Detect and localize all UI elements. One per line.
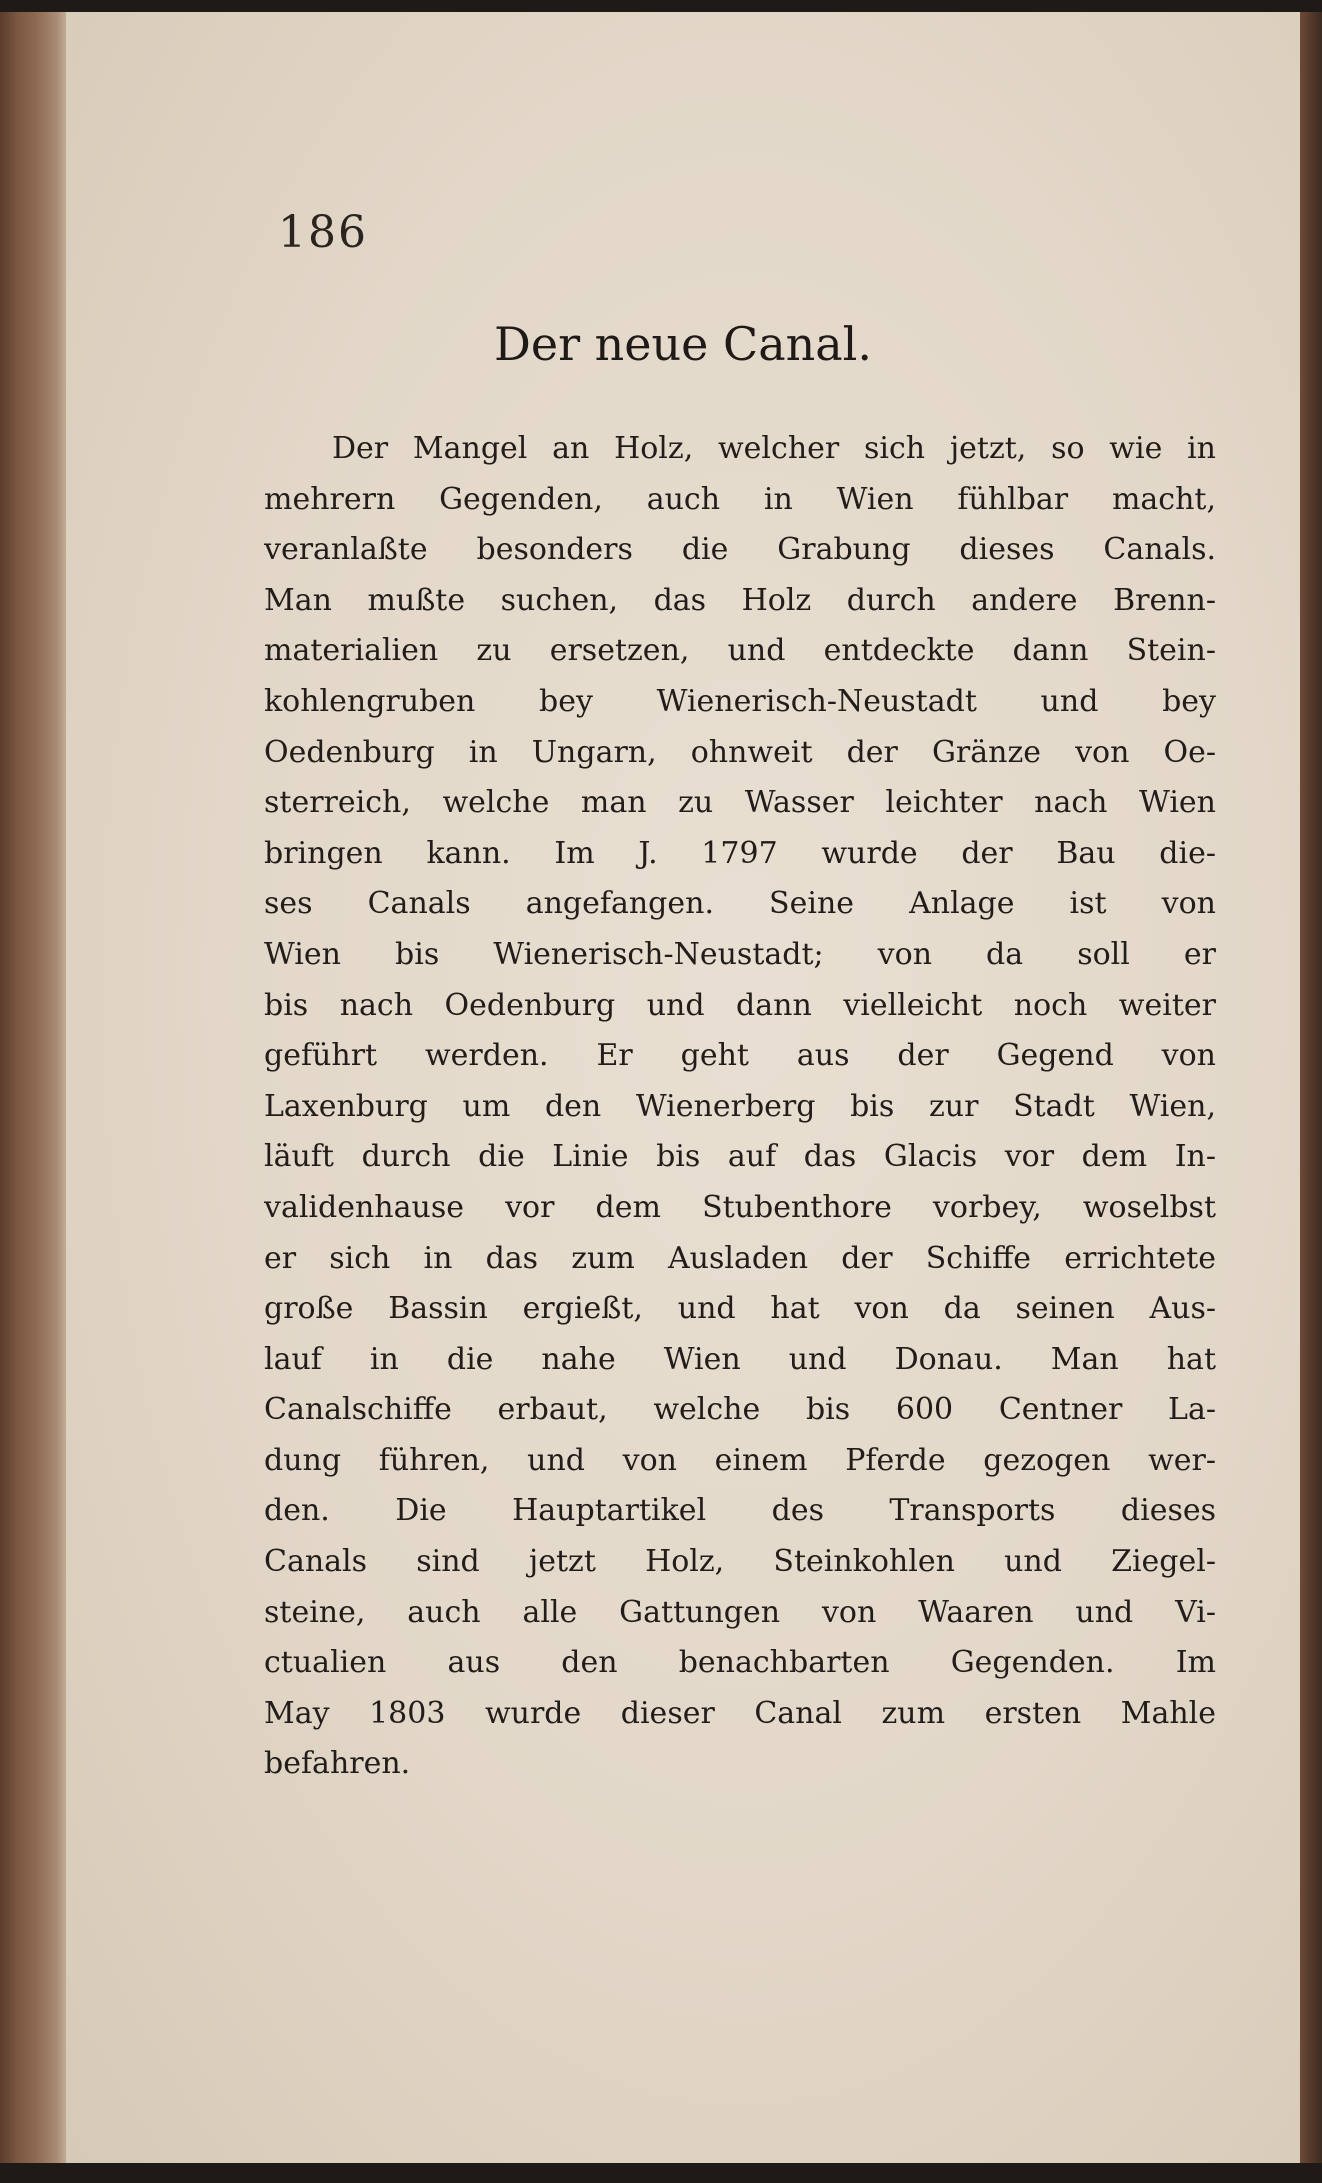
text-line: Der Mangel an Holz, welcher sich jetzt, so wie in: [332, 431, 1216, 466]
text-line: materialien zu ersetzen, und entdeckte dann Stein-: [264, 633, 1216, 669]
text-line: ses Canals angefangen. Seine Anlage ist von: [264, 886, 1216, 922]
text-line: bis nach Oedenburg und dann vielleicht noch weiter: [264, 987, 1216, 1023]
page-number: 186: [278, 207, 368, 258]
scan-edge-top: [0, 0, 1322, 12]
text-line: May 1803 wurde dieser Canal zum ersten Mahle: [264, 1695, 1216, 1731]
chapter-title: Der neue Canal.: [493, 317, 873, 371]
text-line: läuft durch die Linie bis auf das Glacis vor dem In-: [264, 1139, 1216, 1175]
text-line: steine, auch alle Gattungen von Waaren und Vi-: [264, 1594, 1216, 1630]
scan-edge-bottom: [0, 2163, 1322, 2183]
text-line: Oedenburg in Ungarn, ohnweit der Gränze von Oe-: [264, 734, 1216, 770]
text-line: befahren.: [264, 1746, 411, 1782]
text-line: lauf in die nahe Wien und Donau. Man hat: [264, 1341, 1216, 1377]
text-line: Canalschiffe erbaut, welche bis 600 Centner La-: [264, 1392, 1216, 1428]
book-spine-left: [0, 12, 66, 2163]
text-line: dung führen, und von einem Pferde gezogen wer-: [264, 1442, 1216, 1478]
text-line: bringen kann. Im J. 1797 wurde der Bau die-: [264, 835, 1216, 871]
text-line: kohlengruben bey Wienerisch-Neustadt und bey: [264, 683, 1216, 719]
text-line: validenhause vor dem Stubenthore vorbey, woselbst: [264, 1189, 1216, 1225]
text-line: ctualien aus den benachbarten Gegenden. Im: [264, 1645, 1216, 1681]
text-line: geführt werden. Er geht aus der Gegend von: [264, 1038, 1216, 1074]
text-line: er sich in das zum Ausladen der Schiffe errichtete: [264, 1240, 1216, 1276]
text-line: den. Die Hauptartikel des Transports dieses: [264, 1493, 1216, 1529]
book-edge-right: [1300, 12, 1322, 2163]
text-line: große Bassin ergießt, und hat von da seinen Aus-: [264, 1291, 1216, 1327]
page-sheet: [66, 12, 1300, 2163]
text-line: Wien bis Wienerisch-Neustadt; von da soll er: [264, 936, 1216, 972]
text-line: mehrern Gegenden, auch in Wien fühlbar macht,: [264, 481, 1216, 517]
text-line: sterreich, welche man zu Wasser leichter nach Wien: [264, 785, 1216, 821]
text-line: veranlaßte besonders die Grabung dieses Canals.: [264, 532, 1216, 568]
body-text: [264, 424, 1216, 1790]
text-line: Laxenburg um den Wienerberg bis zur Stadt Wien,: [264, 1088, 1216, 1124]
text-line: Man mußte suchen, das Holz durch andere Brenn-: [264, 582, 1216, 618]
text-line: Canals sind jetzt Holz, Steinkohlen und Ziegel-: [264, 1544, 1216, 1580]
